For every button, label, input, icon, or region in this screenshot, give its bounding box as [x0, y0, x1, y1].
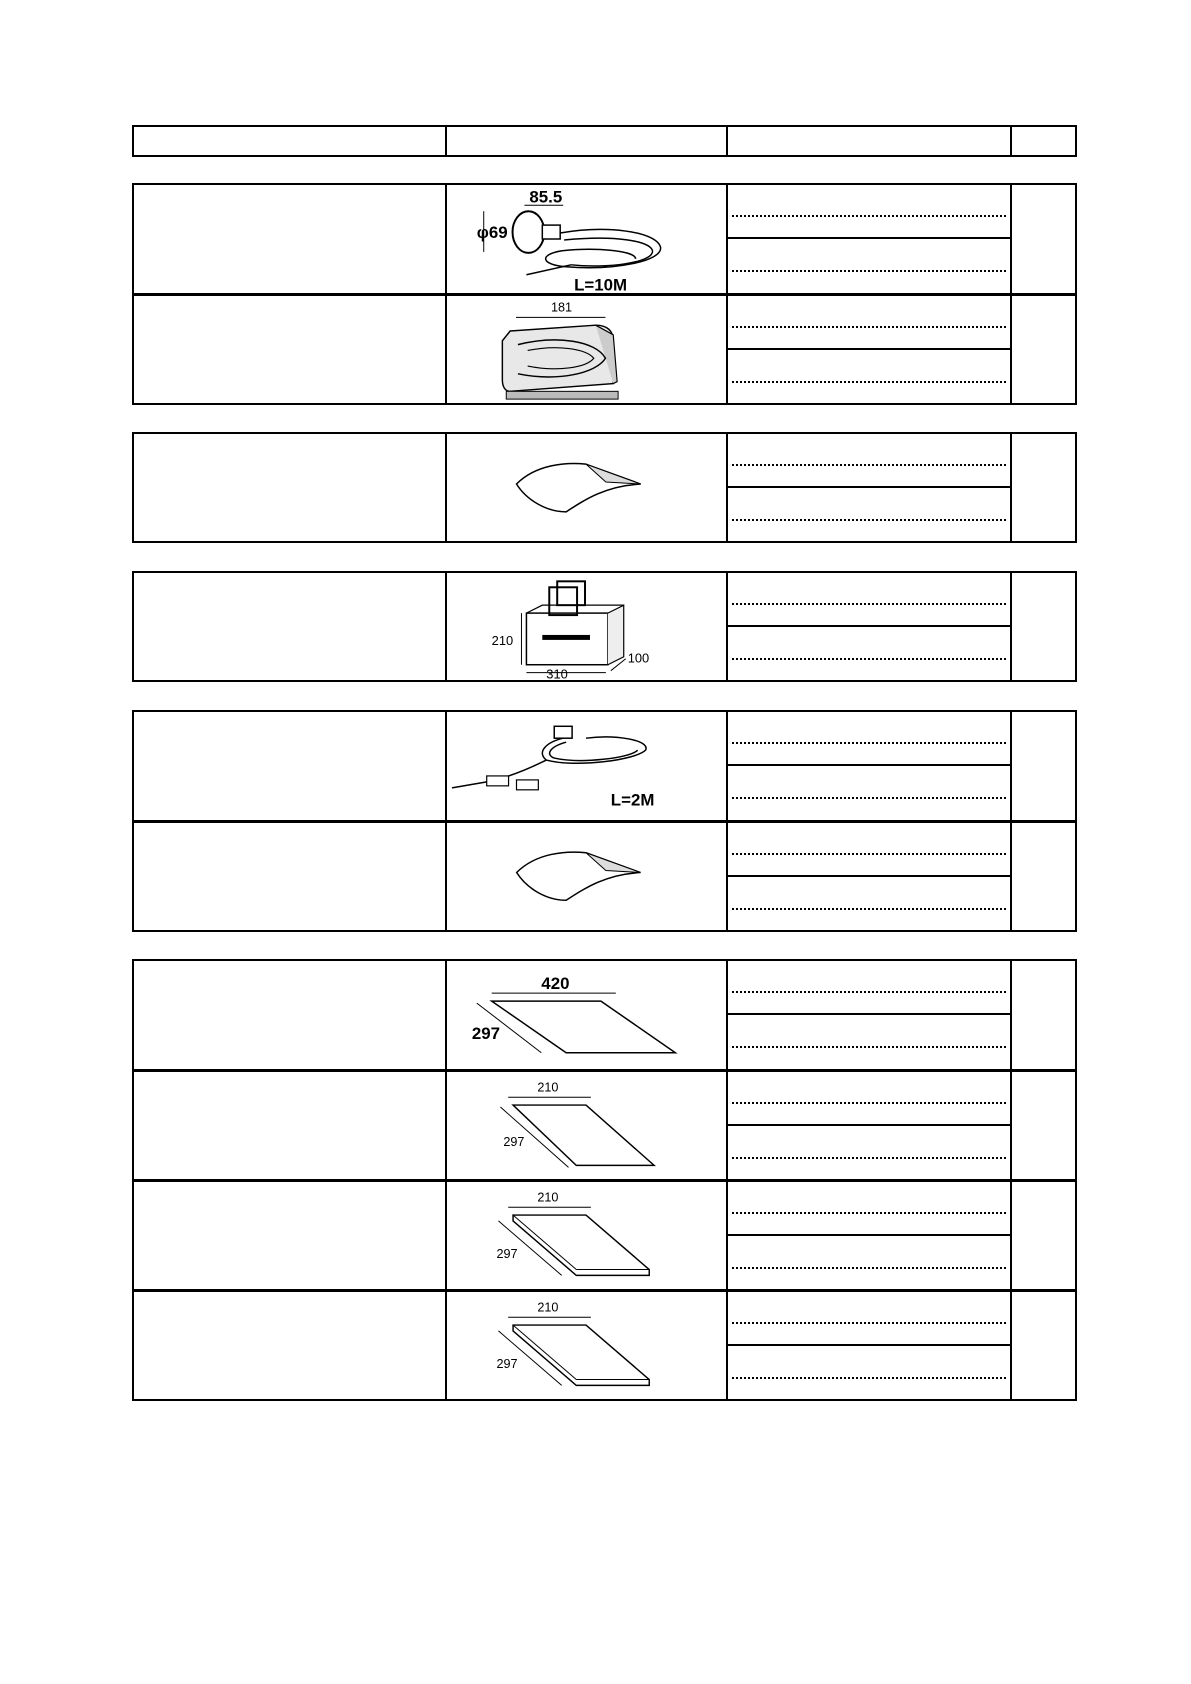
code-cell — [728, 1182, 1012, 1289]
name-cell — [134, 961, 447, 1069]
header-outline-cell — [447, 127, 728, 155]
a3-height-label: 297 — [471, 1023, 500, 1043]
code-cell — [728, 712, 1012, 820]
name-cell — [134, 1292, 447, 1399]
a4-sheet-drawing — [447, 1072, 726, 1179]
code-cell — [728, 185, 1012, 293]
booklet-width-label: 210 — [537, 1190, 559, 1205]
code-cell — [728, 823, 1012, 930]
code-cell — [728, 1292, 1012, 1399]
bag-width-label: 310 — [546, 666, 568, 681]
table-row — [134, 1179, 1075, 1289]
a4-manual-drawing — [447, 1292, 726, 1399]
picture-cell — [447, 1182, 728, 1289]
table-row — [134, 961, 1075, 1069]
qty-cell — [1012, 573, 1075, 681]
bag-height-label: 210 — [491, 632, 514, 648]
picture-cell — [447, 185, 728, 293]
a4-width-label: 210 — [537, 1080, 559, 1095]
sensor-diameter-label: φ69 — [476, 223, 508, 243]
table-row — [134, 434, 1075, 542]
qty-cell — [1012, 434, 1075, 542]
code-cell — [728, 961, 1012, 1069]
picture-cell — [447, 434, 728, 542]
a3-sheet-drawing — [447, 961, 726, 1069]
sensor-width-label: 85.5 — [529, 187, 563, 207]
processor-unit-drawing — [447, 296, 726, 403]
picture-cell — [447, 712, 728, 820]
sensor-cable-length-label: L=10M — [574, 275, 628, 293]
table-row — [134, 1069, 1075, 1179]
picture-cell — [447, 961, 728, 1069]
table-header — [132, 125, 1077, 157]
name-cell — [134, 185, 447, 293]
bag-depth-label: 100 — [627, 650, 650, 666]
name-cell — [134, 823, 447, 930]
picture-cell — [447, 823, 728, 930]
cable-drawing — [447, 712, 726, 820]
parts-group-2 — [132, 432, 1077, 543]
qty-cell — [1012, 712, 1075, 820]
name-cell — [134, 712, 447, 820]
booklet-height-label: 297 — [496, 1246, 518, 1261]
qty-cell — [1012, 1292, 1075, 1399]
code-cell — [728, 1072, 1012, 1179]
qty-cell — [1012, 185, 1075, 293]
table-row — [134, 293, 1075, 403]
unit-width-label: 181 — [550, 300, 573, 315]
parts-group-3 — [132, 571, 1077, 682]
parts-group-4 — [132, 710, 1077, 932]
qty-cell — [1012, 296, 1075, 403]
name-cell — [134, 573, 447, 681]
name-cell — [134, 1182, 447, 1289]
table-row — [134, 185, 1075, 293]
table-row — [134, 712, 1075, 820]
picture-cell — [447, 573, 728, 681]
name-cell — [134, 434, 447, 542]
carry-bag-drawing — [447, 573, 726, 681]
parts-group-1 — [132, 183, 1077, 405]
a4-height-label: 297 — [503, 1134, 525, 1149]
pouch-icon — [447, 823, 726, 930]
name-cell — [134, 296, 447, 403]
pouch-icon — [447, 434, 726, 542]
picture-cell — [447, 296, 728, 403]
table-row — [134, 1289, 1075, 1399]
code-cell — [728, 434, 1012, 542]
qty-cell — [1012, 1182, 1075, 1289]
header-name-cell — [134, 127, 447, 155]
header-code-cell — [728, 127, 1012, 155]
qty-cell — [1012, 1072, 1075, 1179]
manual-height-label: 297 — [496, 1356, 518, 1371]
name-cell — [134, 1072, 447, 1179]
qty-cell — [1012, 961, 1075, 1069]
manual-width-label: 210 — [537, 1300, 559, 1315]
cable-length-label: L=2M — [610, 790, 655, 810]
code-cell — [728, 573, 1012, 681]
a3-width-label: 420 — [541, 974, 570, 994]
table-row — [134, 573, 1075, 681]
code-cell — [728, 296, 1012, 403]
picture-cell — [447, 1072, 728, 1179]
table-row — [134, 820, 1075, 930]
picture-cell — [447, 1292, 728, 1399]
parts-group-5 — [132, 959, 1077, 1401]
a4-booklet-drawing — [447, 1182, 726, 1289]
sensor-drawing — [447, 185, 726, 293]
qty-cell — [1012, 823, 1075, 930]
